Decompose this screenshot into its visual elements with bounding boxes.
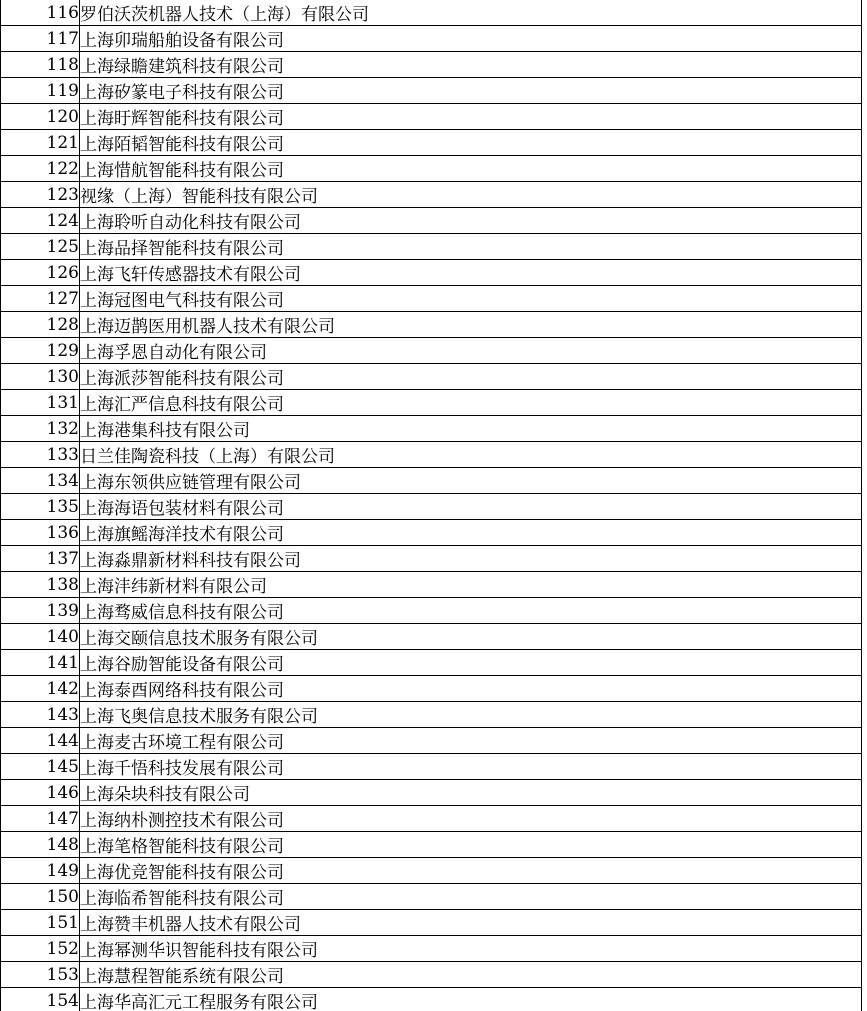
row-number: 119 [1, 78, 80, 104]
table-row [1, 780, 862, 806]
company-name: 上海沣纬新材料有限公司 [80, 572, 862, 598]
row-number: 133 [1, 442, 80, 468]
row-number: 139 [1, 598, 80, 624]
row-number: 150 [1, 884, 80, 910]
row-number: 121 [1, 130, 80, 156]
row-number: 117 [1, 26, 80, 52]
table-row [1, 728, 862, 754]
company-name: 上海优竞智能科技有限公司 [80, 858, 862, 884]
row-number: 131 [1, 390, 80, 416]
table-row [1, 338, 862, 364]
row-number: 154 [1, 988, 80, 1011]
table-row [1, 286, 862, 312]
table-row [1, 650, 862, 676]
company-name: 上海朵块科技有限公司 [80, 780, 862, 806]
row-number: 143 [1, 702, 80, 728]
company-name: 上海麦古环境工程有限公司 [80, 728, 862, 754]
company-name: 上海笔格智能科技有限公司 [80, 832, 862, 858]
table-row [1, 858, 862, 884]
row-number: 118 [1, 52, 80, 78]
company-name: 上海盱辉智能科技有限公司 [80, 104, 862, 130]
table-row [1, 598, 862, 624]
company-name: 上海派莎智能科技有限公司 [80, 364, 862, 390]
table-row [1, 416, 862, 442]
company-name: 日兰佳陶瓷科技（上海）有限公司 [80, 442, 862, 468]
table-row [1, 390, 862, 416]
company-name: 上海冠图电气科技有限公司 [80, 286, 862, 312]
company-name: 上海泰酉网络科技有限公司 [80, 676, 862, 702]
table-row [1, 936, 862, 962]
table-row [1, 442, 862, 468]
company-name: 上海淼鼎新材料科技有限公司 [80, 546, 862, 572]
table-row [1, 312, 862, 338]
table-row [1, 208, 862, 234]
table-row [1, 156, 862, 182]
row-number: 116 [1, 0, 80, 26]
table-row [1, 520, 862, 546]
company-name: 上海谷励智能设备有限公司 [80, 650, 862, 676]
table-row [1, 962, 862, 988]
table-row [1, 702, 862, 728]
company-name: 上海孚恩自动化有限公司 [80, 338, 862, 364]
company-name: 上海交颐信息技术服务有限公司 [80, 624, 862, 650]
row-number: 126 [1, 260, 80, 286]
table-row [1, 754, 862, 780]
row-number: 134 [1, 468, 80, 494]
row-number: 149 [1, 858, 80, 884]
table-row [1, 624, 862, 650]
row-number: 135 [1, 494, 80, 520]
company-name: 上海骛威信息科技有限公司 [80, 598, 862, 624]
row-number: 136 [1, 520, 80, 546]
row-number: 151 [1, 910, 80, 936]
row-number: 128 [1, 312, 80, 338]
table-row [1, 104, 862, 130]
row-number: 152 [1, 936, 80, 962]
row-number: 148 [1, 832, 80, 858]
row-number: 138 [1, 572, 80, 598]
table-row [1, 78, 862, 104]
row-number: 132 [1, 416, 80, 442]
table-row [1, 260, 862, 286]
company-name: 上海飞奥信息技术服务有限公司 [80, 702, 862, 728]
table-row [1, 26, 862, 52]
row-number: 140 [1, 624, 80, 650]
table-row [1, 806, 862, 832]
row-number: 120 [1, 104, 80, 130]
table-row [1, 234, 862, 260]
company-name: 上海汇严信息科技有限公司 [80, 390, 862, 416]
company-name: 上海迈鹊医用机器人技术有限公司 [80, 312, 862, 338]
company-name: 罗伯沃茨机器人技术（上海）有限公司 [80, 0, 862, 26]
company-name: 上海卯瑞船舶设备有限公司 [80, 26, 862, 52]
row-number: 146 [1, 780, 80, 806]
company-name: 上海品择智能科技有限公司 [80, 234, 862, 260]
row-number: 123 [1, 182, 80, 208]
row-number: 122 [1, 156, 80, 182]
table-row [1, 832, 862, 858]
row-number: 141 [1, 650, 80, 676]
table-row [1, 468, 862, 494]
table-row [1, 676, 862, 702]
table-row [1, 988, 862, 1011]
table-row [1, 494, 862, 520]
row-number: 127 [1, 286, 80, 312]
table-row [1, 52, 862, 78]
table-row [1, 364, 862, 390]
company-name: 上海赞丰机器人技术有限公司 [80, 910, 862, 936]
company-name: 上海聆听自动化科技有限公司 [80, 208, 862, 234]
row-number: 144 [1, 728, 80, 754]
company-name: 上海惜航智能科技有限公司 [80, 156, 862, 182]
table-row [1, 0, 862, 26]
row-number: 130 [1, 364, 80, 390]
company-name: 上海港集科技有限公司 [80, 416, 862, 442]
row-number: 153 [1, 962, 80, 988]
company-name: 上海千悟科技发展有限公司 [80, 754, 862, 780]
row-number: 137 [1, 546, 80, 572]
table-row [1, 182, 862, 208]
table-row [1, 572, 862, 598]
company-table-body [1, 0, 862, 1011]
table-row [1, 130, 862, 156]
company-name: 上海临希智能科技有限公司 [80, 884, 862, 910]
company-name: 上海幂测华识智能科技有限公司 [80, 936, 862, 962]
company-name: 上海矽篆电子科技有限公司 [80, 78, 862, 104]
company-name: 上海东领供应链管理有限公司 [80, 468, 862, 494]
company-name: 上海陌韬智能科技有限公司 [80, 130, 862, 156]
row-number: 129 [1, 338, 80, 364]
company-name: 视缘（上海）智能科技有限公司 [80, 182, 862, 208]
row-number: 142 [1, 676, 80, 702]
row-number: 125 [1, 234, 80, 260]
table-row [1, 546, 862, 572]
company-name: 上海纳朴测控技术有限公司 [80, 806, 862, 832]
company-name: 上海飞轩传感器技术有限公司 [80, 260, 862, 286]
row-number: 147 [1, 806, 80, 832]
company-name: 上海海语包装材料有限公司 [80, 494, 862, 520]
company-name: 上海慧程智能系统有限公司 [80, 962, 862, 988]
company-name: 上海旗鳐海洋技术有限公司 [80, 520, 862, 546]
table-row [1, 884, 862, 910]
row-number: 124 [1, 208, 80, 234]
company-name: 上海华高汇元工程服务有限公司 [80, 988, 862, 1011]
company-name: 上海绿瞻建筑科技有限公司 [80, 52, 862, 78]
row-number: 145 [1, 754, 80, 780]
table-row [1, 910, 862, 936]
